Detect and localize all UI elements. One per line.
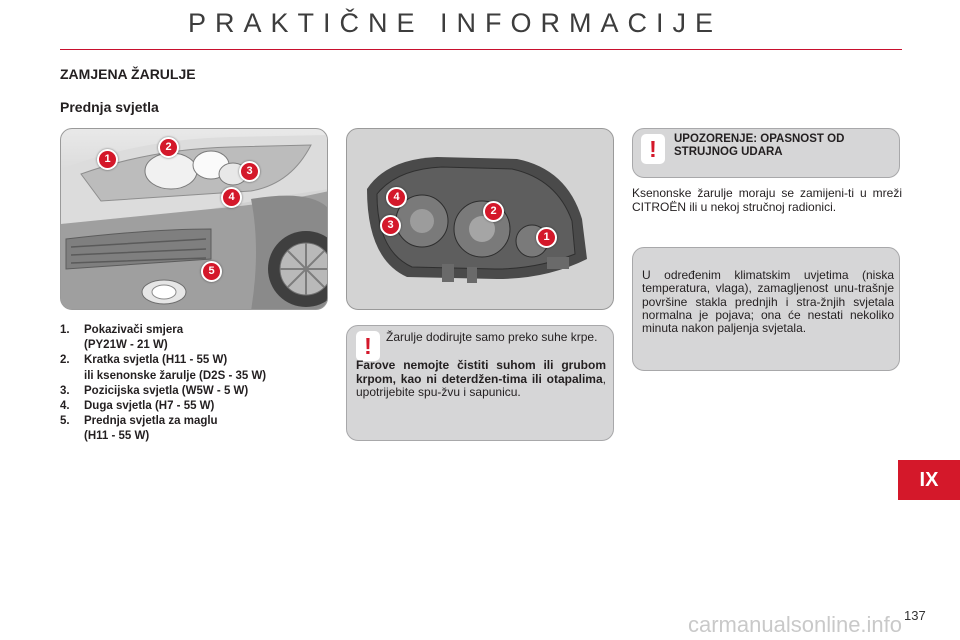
car-front-photo: [60, 128, 328, 310]
bulb-list: [60, 323, 340, 445]
callout-4: 4: [221, 187, 242, 208]
subsection-title: Prednja svjetla: [60, 99, 159, 115]
exclamation-icon: !: [356, 331, 380, 361]
header-divider: [60, 49, 902, 50]
chapter-tab: IX: [898, 460, 960, 500]
exclamation-icon: !: [641, 134, 665, 164]
list-number: 5.: [60, 415, 70, 428]
page-header-title: PRAKTIČNE INFORMACIJE: [187, 8, 723, 38]
callout-1: 1: [97, 149, 118, 170]
list-number: 3.: [60, 384, 70, 397]
tip-text: Žarulje dodirujte samo preko suhe krpe.: [386, 330, 598, 344]
callout-3: 3: [239, 161, 260, 182]
tip-bold-text: Farove nemojte čistiti suhom ili grubom krpom, kao ni deterdžen-tima ili otapalima: [356, 358, 606, 386]
bulb-label: Pozicijska svjetla (W5W - 5 W): [84, 384, 249, 397]
bulb-label: Pokazivači smjera: [84, 324, 184, 336]
bulb-label: Duga svjetla (H7 - 55 W): [84, 400, 215, 413]
bulb-spec: ili ksenonske žarulje (D2S - 35 W): [84, 369, 267, 382]
section-title: ZAMJENA ŽARULJE: [60, 66, 196, 82]
warning-title: UPOZORENJE: OPASNOST OD STRUJNOG UDARA: [674, 133, 845, 158]
list-item: [60, 323, 340, 353]
callout-5: 5: [201, 261, 222, 282]
callout-2: 2: [158, 137, 179, 158]
callout-4: 4: [386, 187, 407, 208]
watermark: carmanualsonline.info: [688, 612, 903, 637]
tip-rest-text: , upotrijebite spu-žvu i sapunicu.: [356, 371, 606, 399]
note-body: U određenim klimatskim uvjetima (niska temperatura, vlaga), zamagljenost unu-trašnje površine stakla prednjih i stra-žnjih svjetala normalna je pojava; ona će nestati nekoliko minuta nakon paljenja svjetala.: [642, 268, 894, 336]
tip-cleaning-text: [356, 359, 606, 400]
list-item: [60, 399, 340, 414]
callout-2: 2: [483, 201, 504, 222]
list-number: 4.: [60, 400, 70, 413]
list-item: [60, 353, 340, 383]
headlamp-assembly-photo: [346, 128, 614, 310]
bulb-spec: (H11 - 55 W): [84, 430, 150, 443]
list-item: [60, 384, 340, 399]
callout-1: 1: [536, 227, 557, 248]
list-number: 1.: [60, 324, 70, 336]
bulb-spec: (PY21W - 21 W): [84, 339, 168, 352]
warning-body: Ksenonske žarulje moraju se zamijeni-ti u mreži CITROËN ili u nekoj stručnoj radionici.: [632, 186, 902, 214]
page-number: 137: [904, 608, 926, 623]
callout-3: 3: [380, 215, 401, 236]
list-item: [60, 414, 340, 444]
list-number: 2.: [60, 354, 70, 367]
bulb-label: Prednja svjetla za maglu: [84, 415, 218, 428]
bulb-label: Kratka svjetla (H11 - 55 W): [84, 354, 228, 367]
